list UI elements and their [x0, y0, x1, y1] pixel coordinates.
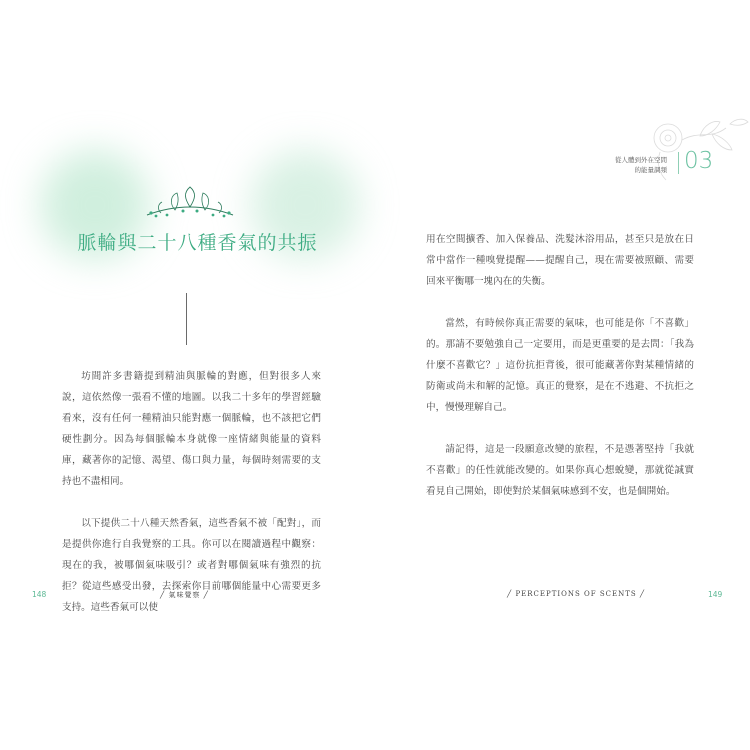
paragraph: 請記得，這是一段願意改變的旅程，不是憑著堅持「我就不喜歡」的任性就能改變的。如果你真心想蛻變，那就從誠實看見自己開始，即使對於某個氣味感到不安，也是個開始。	[426, 444, 694, 497]
page-number: 149	[708, 590, 723, 599]
paragraph: 坊間許多書籍提到精油與脈輪的對應，但對很多人來說，這依然像一張看不懂的地圖。以我二十多年的學習經驗看來，沒有任何一種精油只能對應一個脈輪，也不該把它們硬性劃分。因為每個脈輪本身就像一座情緒與能量的資料庫，藏著你的記憶、渴望、傷口與力量，每個時刻需要的支持也不盡相同。	[62, 371, 321, 487]
page-number: 148	[32, 590, 47, 599]
vertical-divider	[186, 293, 187, 345]
paragraph: 以下提供二十八種天然香氣，這些香氣不被「配對」，而是提供你進行自我覺察的工具。你可以在閱讀過程中觀察：現在的我，被哪個氣味吸引？或者對哪個氣味有強烈的抗拒？從這些感受出發，去探索你目前哪個能量中心需要更多支持。這些香氣可以使	[62, 518, 321, 613]
floral-ornament-icon	[145, 185, 235, 219]
paragraph: 用在空間擴香、加入保養品、洗髮沐浴用品，甚至只是放在日常中當作一種嗅覺提醒——提醒自己，現在需要被照顧、需要回來平衡哪一塊內在的失衡。	[426, 234, 694, 287]
running-footer: ╱ PERCEPTIONS OF SCENTS ╱	[507, 590, 646, 598]
chapter-label-line: 從人體到外在空間	[615, 156, 667, 164]
running-footer: ╱ 氣味覺察 ╱	[160, 591, 209, 599]
paragraph: 當然，有時候你真正需要的氣味，也可能是你「不喜歡」的。那請不要勉強自己一定要用，而是更重要的是去問：「我為什麼不喜歡它？」這份抗拒背後，很可能藏著你對某種情緒的防衛或尚未和解的記憶。真正的覺察，是在不逃避、不抗拒之中，慢慢理解自己。	[426, 318, 694, 413]
chapter-label	[615, 155, 667, 175]
chapter-title: 脈輪與二十八種香氣的共振	[77, 232, 318, 254]
chapter-number: 03	[684, 148, 714, 174]
chapter-rule	[678, 152, 679, 174]
chapter-label-line: 的能量調頻	[634, 166, 667, 174]
right-body-text	[426, 229, 694, 523]
